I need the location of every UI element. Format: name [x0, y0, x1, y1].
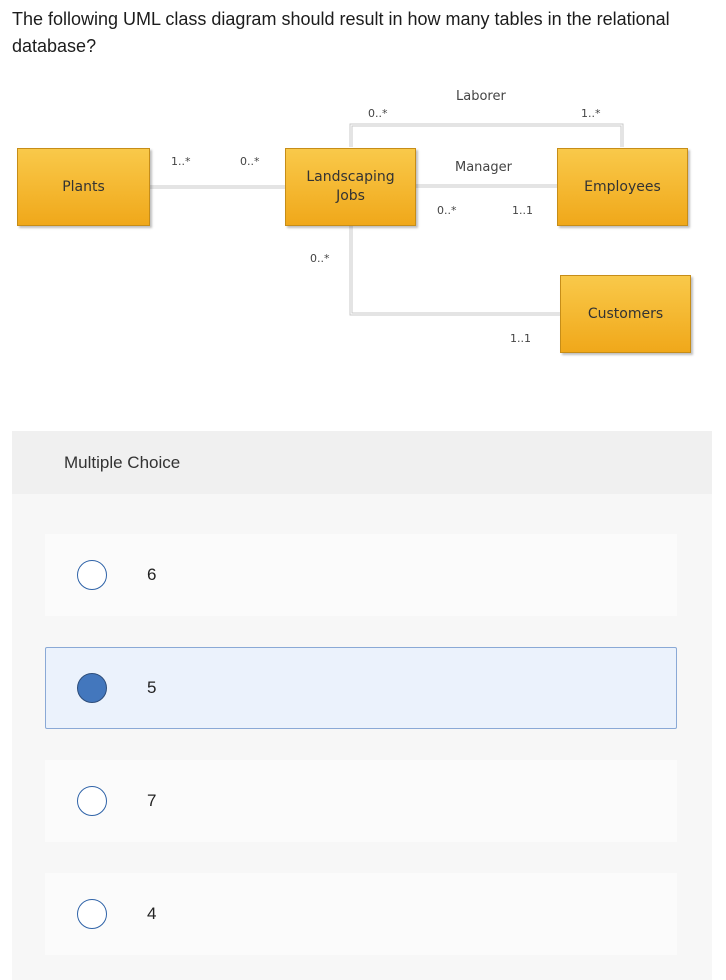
class-plants-label: Plants [62, 178, 105, 195]
multiplicity-label: 1..* [581, 107, 601, 120]
class-customers [560, 275, 691, 353]
class-employees [557, 148, 688, 226]
multiplicity-label: 0..* [310, 252, 330, 265]
laborer-association [351, 125, 622, 147]
option-label: 4 [147, 904, 157, 923]
multiple-choice-header: Multiple Choice [12, 431, 712, 494]
multiple-choice-panel [12, 431, 712, 980]
class-landscaping-jobs-label: Landscaping Jobs [306, 169, 395, 204]
multiplicity-label: 0..* [240, 155, 260, 168]
multiplicity-label: 1..* [171, 155, 191, 168]
role-laborer: Laborer [456, 89, 506, 104]
options-list [12, 494, 712, 980]
option-label: 6 [147, 565, 157, 584]
radio-button-icon[interactable] [77, 560, 107, 590]
option-label: 5 [147, 678, 157, 697]
class-customers-label: Customers [587, 305, 664, 322]
option-label: 7 [147, 791, 157, 810]
multiplicity-label: 1..1 [510, 332, 531, 345]
option-4[interactable] [45, 873, 677, 955]
class-plants [17, 148, 150, 226]
option-6[interactable] [45, 534, 677, 616]
radio-button-selected-icon[interactable] [77, 673, 107, 703]
multiplicity-label: 0..* [368, 107, 388, 120]
multiplicity-label: 0..* [437, 204, 457, 217]
option-7[interactable] [45, 760, 677, 842]
question-text: The following UML class diagram should result in how many tables in the relational database? [12, 9, 670, 56]
radio-button-icon[interactable] [77, 786, 107, 816]
role-manager: Manager [455, 160, 512, 175]
radio-button-icon[interactable] [77, 899, 107, 929]
multiplicity-label: 1..1 [512, 204, 533, 217]
customer-association [351, 226, 560, 314]
class-landscaping-jobs [285, 148, 416, 226]
uml-class-diagram [0, 70, 726, 370]
class-employees-label: Employees [584, 178, 661, 195]
option-5[interactable] [45, 647, 677, 729]
